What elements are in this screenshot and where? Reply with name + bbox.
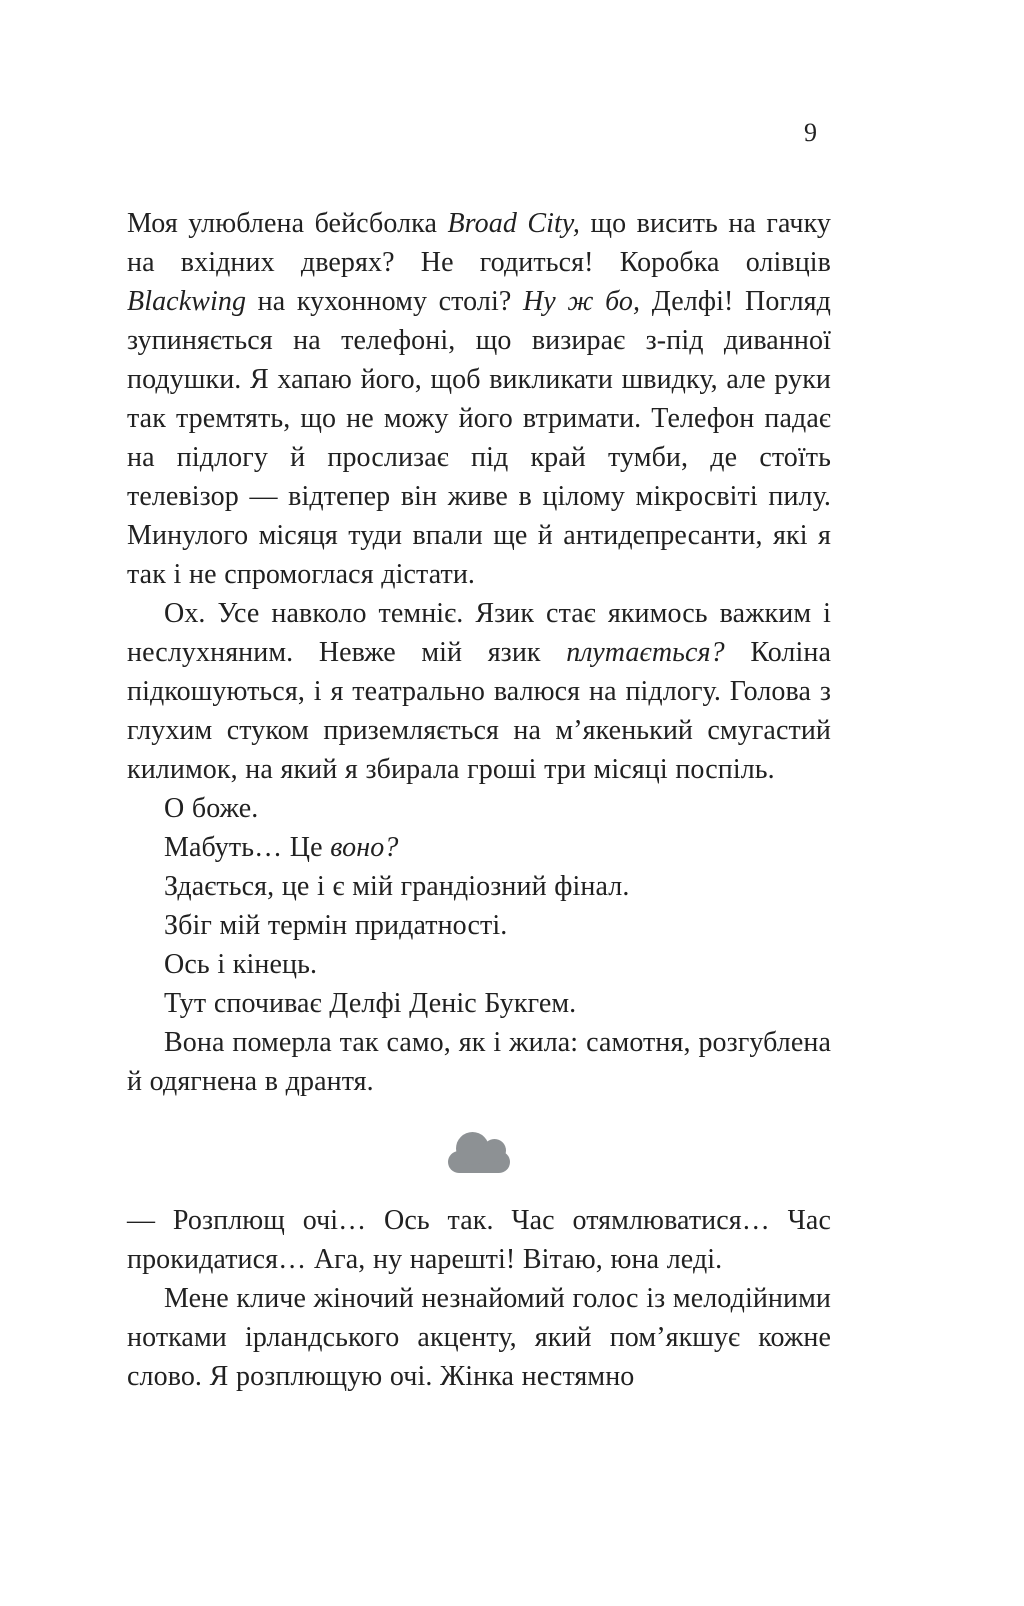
paragraph bbox=[127, 828, 831, 867]
paragraph bbox=[127, 906, 831, 945]
paragraph bbox=[127, 867, 831, 906]
text-run: на кухонному столі? bbox=[246, 286, 523, 317]
text-run: — Розплющ очі… Ось так. Час отямлюватися… Час прокидатися… Ага, ну нарешті! Вітаю, юна леді. bbox=[127, 1205, 831, 1275]
text-run: Збіг мій термін придатності. bbox=[164, 910, 508, 941]
italic-text-run: плутається? bbox=[566, 637, 725, 668]
paragraph bbox=[127, 1023, 831, 1101]
paragraph bbox=[127, 984, 831, 1023]
paragraph bbox=[127, 1201, 831, 1279]
text-run: Ось і кінець. bbox=[164, 949, 318, 980]
paragraph bbox=[127, 204, 831, 594]
text-run: Делфі! Погляд зупиняється на телефоні, що визирає з-під диванної подушки. Я хапаю його, щоб викликати швидку, але руки так тремтять, що не можу його втримати. Телефон падає на підлогу й прослизає під край тумби, де стоїть телевізор — відтепер він живе в цілому мікросвіті пилу. Минулого місяця туди впали ще й антидепресанти, які я так і не спромоглася дістати. bbox=[127, 286, 831, 590]
text-run: Здається, це і є мій грандіозний фінал. bbox=[164, 871, 630, 902]
italic-text-run: воно? bbox=[330, 832, 399, 863]
text-run: Мене кличе жіночий незнайомий голос із мелодійними нотками ірландського акценту, який пом’якшує кожне слово. Я розплющую очі. Жінка нестямно bbox=[127, 1283, 831, 1392]
text-run: Моя улюблена бейсболка bbox=[127, 208, 448, 239]
paragraph bbox=[127, 945, 831, 984]
text-run: Вона померла так само, як і жила: самотня, розгублена й одягнена в дрантя. bbox=[127, 1027, 831, 1097]
cloud-icon bbox=[448, 1151, 510, 1173]
paragraph bbox=[127, 594, 831, 789]
italic-text-run: Broad City, bbox=[447, 208, 580, 239]
text-section-after-divider bbox=[127, 1201, 831, 1396]
section-divider bbox=[127, 1121, 831, 1173]
italic-text-run: Blackwing bbox=[127, 286, 247, 317]
text-run: Ох. Усе навколо темніє. Язик стає якимось важким і неслухняним. Невже мій язик bbox=[127, 598, 831, 668]
text-run: Тут спочиває Делфі Деніс Букгем. bbox=[164, 988, 577, 1019]
text-run: що висить на гачку на вхідних дверях? Не годиться! Коробка олівців bbox=[127, 208, 831, 278]
paragraph bbox=[127, 789, 831, 828]
paragraph bbox=[127, 1279, 831, 1396]
text-section-before-divider bbox=[127, 204, 831, 1101]
text-run: О боже. bbox=[164, 793, 259, 824]
page-number: 9 bbox=[804, 118, 817, 147]
italic-text-run: Ну ж бо, bbox=[522, 286, 641, 317]
text-run: Мабуть… Це bbox=[164, 832, 331, 863]
text-run: Коліна підкошуються, і я театрально валюся на підлогу. Голова з глухим стуком приземляється на м’якенький смугастий килимок, на який я збирала гроші три місяці поспіль. bbox=[127, 637, 831, 785]
text-column bbox=[127, 204, 831, 1396]
